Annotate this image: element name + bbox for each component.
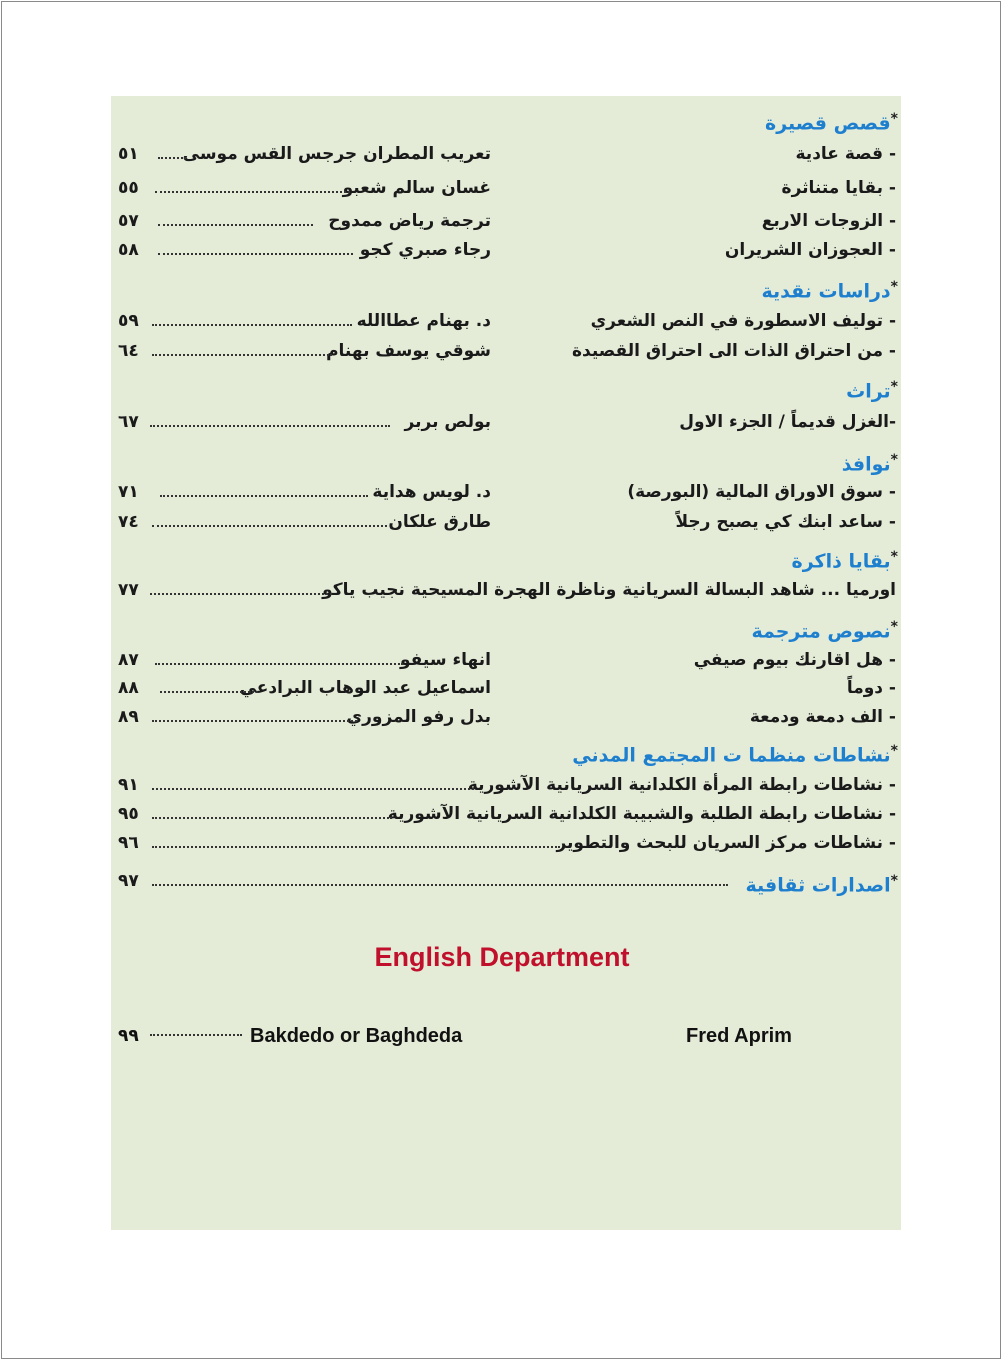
page-number: ٥١ [118,144,139,164]
leader-dots [152,354,332,356]
leader-dots [160,495,368,497]
leader-dots [160,691,258,693]
page-number: ٩٥ [118,804,139,824]
entry-title: -الغزل قديماً / الجزء الاول [679,412,896,432]
english-department-heading: English Department [374,942,630,972]
page-number: ٦٧ [118,412,139,432]
english-page-number: ٩٩ [118,1026,139,1046]
toc-row [118,674,896,702]
page-number: ٨٩ [118,707,139,727]
leader-dots [152,817,392,819]
section-heading [765,104,898,134]
page-number: ٦٤ [118,341,139,361]
section-heading-text: نصوص مترجمة [751,620,891,643]
page-number: ٥٩ [118,311,139,331]
page-number: ٩٧ [118,871,139,891]
entry-author: شوقي يوسف بهنام [326,341,491,361]
leader-dots [152,788,474,790]
leader-dots [152,720,357,722]
toc-row [118,646,896,674]
section-heading [751,612,898,642]
leader-dots [158,253,353,255]
toc-row [118,771,896,799]
page-number: ٨٧ [118,650,139,670]
toc-row [118,174,896,202]
entry-title: - من احتراق الذات الى احتراق القصيدة [572,341,896,361]
page-number: ٧٧ [118,580,139,600]
leader-dots [155,663,403,665]
leader-dots [152,525,387,527]
section-heading-text: بقايا ذاكرة [791,550,891,573]
entry-title: - قصة عادية [795,144,896,164]
entry-title: - سوق الاوراق المالية (البورصة) [627,482,896,502]
entry-title: - الزوجات الاربع [761,211,896,231]
toc-row [118,703,896,731]
entry-author: ترجمة رياض ممدوح [328,211,491,231]
toc-row [118,236,896,264]
entry-author: انهاء سيفو [400,650,491,670]
toc-row [118,140,896,168]
toc-row [118,337,896,365]
leader-dots [155,191,350,193]
toc-row [118,829,896,857]
entry-title: - العجوزان الشريران [724,240,896,260]
entry-author: غسان سالم شعبو [342,178,491,198]
section-heading [791,542,898,572]
entry-title: - دوماً [846,678,896,698]
entry-author: بدل رفو المزوري [346,707,491,727]
toc-row [118,576,896,604]
page-number: ٩١ [118,775,139,795]
english-leader-dots [150,1034,242,1036]
section-heading-text: اصدارات ثقافية [745,874,891,897]
leader-dots [150,593,332,595]
entry-title: - نشاطات مركز السريان للبحث والتطوير [556,833,896,853]
page-number: ٥٧ [118,211,139,231]
asterisk-icon: * [890,873,898,889]
toc-row [118,408,896,436]
asterisk-icon: * [890,619,898,635]
entry-title: - توليف الاسطورة في النص الشعري [590,311,896,331]
toc-row [118,508,896,536]
toc-row [118,478,896,506]
leader-dots [150,425,390,427]
leader-dots [152,846,560,848]
section-heading-text: تراث [846,380,891,403]
section-heading-text: دراسات نقدية [761,280,891,303]
leader-dots [158,157,186,159]
leader-dots [152,324,352,326]
page-number: ٨٨ [118,678,139,698]
entry-author: د. لويس هداية [372,482,491,502]
asterisk-icon: * [890,549,898,565]
entry-title: - نشاطات رابطة المرأة الكلدانية السريانية الآشورية [467,775,896,795]
entry-author: بولص بربر [404,412,491,432]
entry-title: - نشاطات رابطة الطلبة والشبيبة الكلدانية السريانية الآشورية [387,804,896,824]
leader-dots [152,884,728,886]
english-author: Fred Aprim [686,1025,792,1047]
entry-author: تعريب المطران جرجس القس موسى [182,144,491,164]
asterisk-icon: * [890,279,898,295]
page-number: ٥٨ [118,240,139,260]
page-number: ٩٦ [118,833,139,853]
entry-title: اورميا ... شاهد البسالة السريانية وناظرة الهجرة المسيحية نجيب ياكو [322,580,896,600]
entry-author: طارق علكان [388,512,491,532]
toc-row [118,207,896,235]
section-heading [842,445,898,475]
entry-title: - الف دمعة ودمعة [749,707,896,727]
toc-row [118,867,896,895]
entry-title: - بقايا متناثرة [781,178,896,198]
section-heading [762,272,899,302]
asterisk-icon: * [890,111,898,127]
entry-author: د. بهنام عطاالله [356,311,491,331]
section-heading [572,736,898,766]
section-heading [846,372,898,402]
asterisk-icon: * [890,452,898,468]
asterisk-icon: * [890,379,898,395]
english-article-title: Bakdedo or Baghdeda [250,1025,463,1047]
page-number: ٧٤ [118,512,139,532]
entry-title: - هل اقارنك بيوم صيفي [693,650,896,670]
page-number: ٧١ [118,482,139,502]
toc-row [118,800,896,828]
section-heading-text: قصص قصيرة [765,112,891,135]
entry-author: اسماعيل عبد الوهاب البرادعي [239,678,491,698]
toc-row [118,307,896,335]
leader-dots [158,224,313,226]
section-heading-text: نشاطات منظما ت المجتمع المدني [572,744,891,767]
section-heading-text: نوافذ [841,453,891,476]
page-number: ٥٥ [118,178,139,198]
entry-author: رجاء صبري كجو [359,240,491,260]
entry-title: - ساعد ابنك كي يصبح رجلاً [675,512,896,532]
asterisk-icon: * [890,743,898,759]
